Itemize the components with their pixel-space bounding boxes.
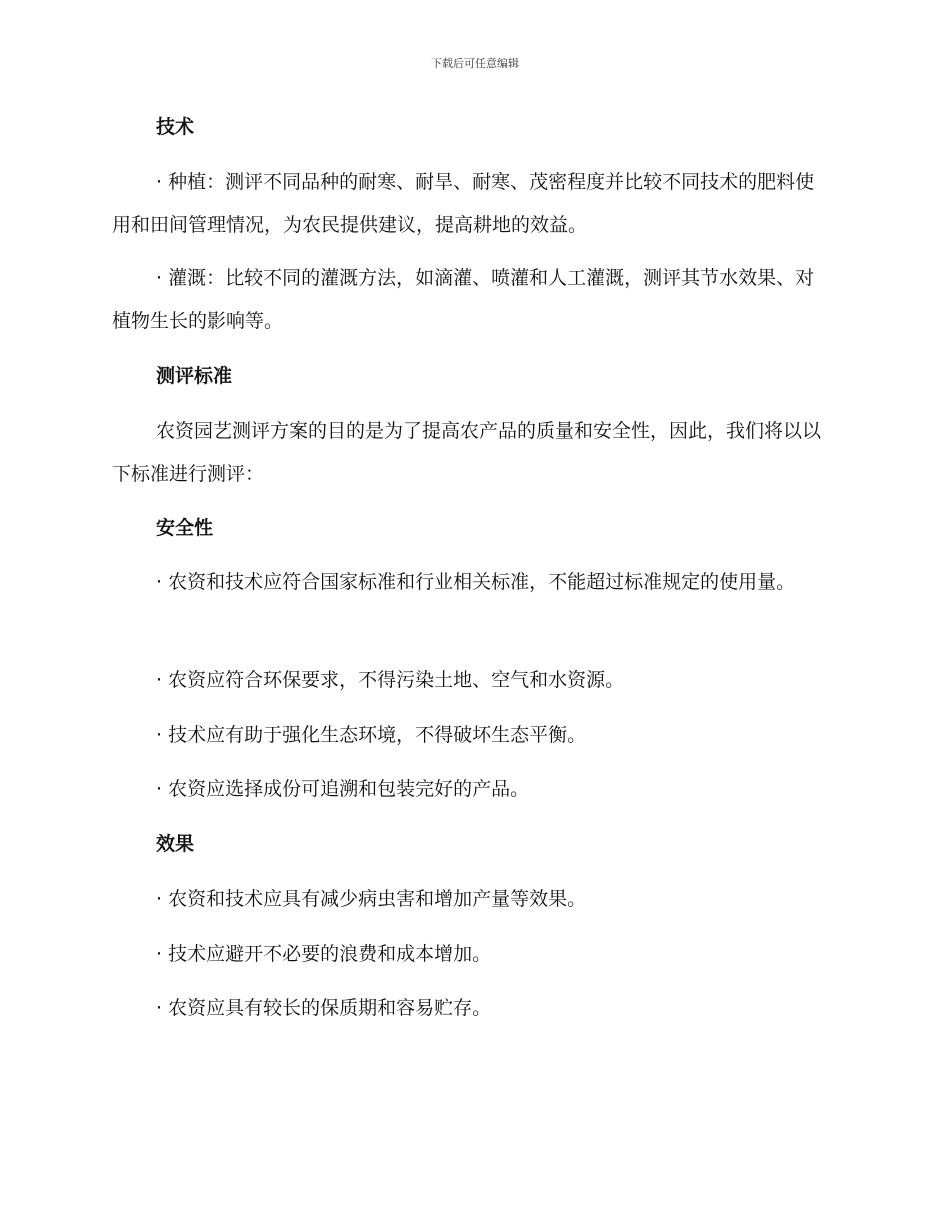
section-heading-criteria: 测评标准 — [156, 365, 233, 387]
list-item-effect-waste: · 技术应避开不必要的浪费和成本增加。 — [156, 943, 492, 965]
criteria-intro-paragraph: 农资园艺测评方案的目的是为了提高农产品的质量和安全性，因此，我们将以以下标准进行测评： — [112, 420, 822, 485]
list-item-safety-standards: · 农资和技术应符合国家标准和行业相关标准，不能超过标准规定的使用量。 — [156, 571, 796, 593]
list-item-planting: · 种植：测评不同品种的耐寒、耐旱、耐寒、茂密程度并比较不同技术的肥料使用和田间管理情况，为农民提供建议，提高耕地的效益。 — [112, 171, 815, 236]
list-item-safety-ecology: · 技术应有助于强化生态环境，不得破坏生态平衡。 — [156, 724, 587, 746]
list-item-safety-traceable: · 农资应选择成份可追溯和包装完好的产品。 — [156, 778, 530, 800]
list-item-effect-storage: · 农资应具有较长的保质期和容易贮存。 — [156, 997, 492, 1019]
section-heading-safety: 安全性 — [156, 517, 214, 539]
section-heading-tech: 技术 — [156, 116, 195, 138]
section-heading-effect: 效果 — [156, 833, 195, 855]
list-item-effect-yield: · 农资和技术应具有减少病虫害和增加产量等效果。 — [156, 888, 587, 910]
list-item-safety-environment: · 农资应符合环保要求，不得污染土地、空气和水资源。 — [156, 669, 625, 691]
page-header-note: 下载后可任意编辑 — [431, 57, 519, 70]
list-item-irrigation: · 灌溉：比较不同的灌溉方法，如滴灌、喷灌和人工灌溉，测评其节水效果、对植物生长的影响等。 — [112, 267, 815, 332]
